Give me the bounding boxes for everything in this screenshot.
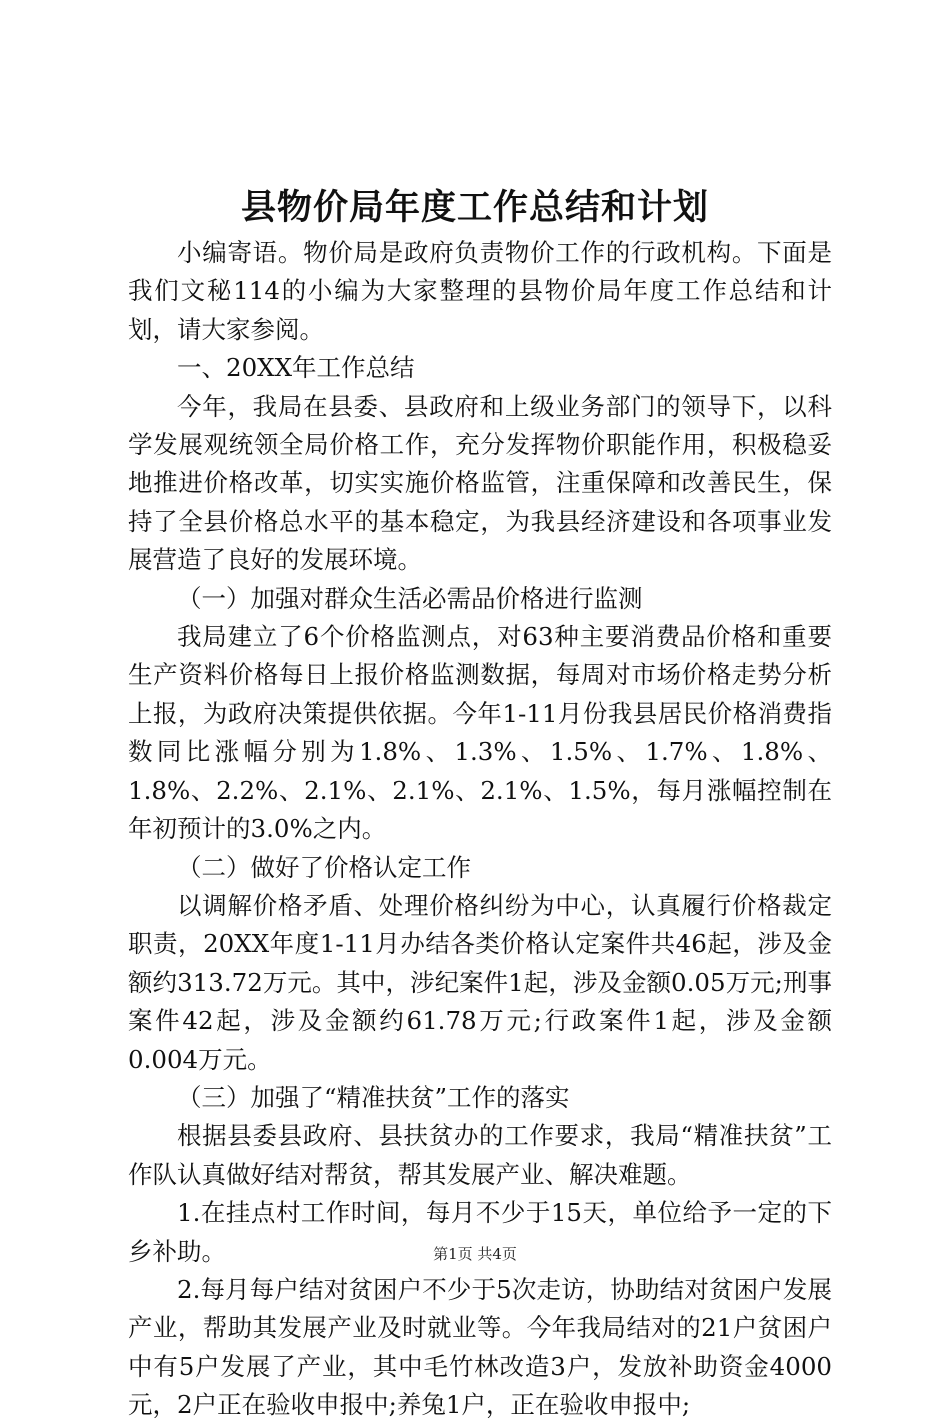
subsection-heading-appraisal: （二）做好了价格认定工作 bbox=[177, 852, 471, 882]
document-title: 县物价局年度工作总结和计划 bbox=[240, 187, 709, 228]
subsection-heading-monitoring: （一）加强对群众生活必需品价格进行监测 bbox=[177, 583, 643, 613]
paragraph-poverty: 根据县委县政府、县扶贫办的工作要求，我局“精准扶贫”工作队认真做好结对帮贫，帮其发展产业、解决难题。 bbox=[128, 1121, 832, 1189]
page-number-footer: 第1页 共4页 bbox=[433, 1245, 517, 1263]
paragraph-intro: 小编寄语。物价局是政府负责物价工作的行政机构。下面是我们文秘114的小编为大家整理的县物价局年度工作总结和计划，请大家参阅。 bbox=[128, 238, 832, 344]
subsection-heading-poverty: （三）加强了“精准扶贫”工作的落实 bbox=[177, 1082, 570, 1112]
list-item-1: 1.在挂点村工作时间，每月不少于15天，单位给予一定的下乡补助。 bbox=[128, 1198, 832, 1266]
paragraph-overview: 今年，我局在县委、县政府和上级业务部门的领导下，以科学发展观统领全局价格工作，充分发挥物价职能作用，积极稳妥地推进价格改革，切实实施价格监管，注重保障和改善民生，保持了全县价格总水平的基本稳定，为我县经济建设和各项事业发展营造了良好的发展环境。 bbox=[128, 391, 832, 575]
section-heading-summary: 一、20XX年工作总结 bbox=[177, 353, 415, 383]
paragraph-monitoring: 我局建立了6个价格监测点，对63种主要消费品价格和重要生产资料价格每日上报价格监测数据，每周对市场价格走势分析上报，为政府决策提供依据。今年1-11月份我县居民价格消费指数同比涨幅分别为1.8%、1.3%、1.5%、1.7%、1.8%、1.8%、2.2%、2.1%、2.1%、2.1%、1.5%，每月涨幅控制在年初预计的3.0%之内。 bbox=[128, 622, 832, 844]
list-item-2: 2.每月每户结对贫困户不少于5次走访，协助结对贫困户发展产业，帮助其发展产业及时就业等。今年我局结对的21户贫困户中有5户发展了产业，其中毛竹林改造3户，发放补助资金4000元，2户正在验收申报中;养兔1户，正在验收申报中; bbox=[128, 1274, 832, 1420]
paragraph-appraisal: 以调解价格矛盾、处理价格纠纷为中心，认真履行价格裁定职责，20XX年度1-11月办结各类价格认定案件共46起，涉及金额约313.72万元。其中，涉纪案件1起，涉及金额0.05万元;刑事案件42起，涉及金额约61.78万元;行政案件1起，涉及金额0.004万元。 bbox=[128, 890, 832, 1074]
